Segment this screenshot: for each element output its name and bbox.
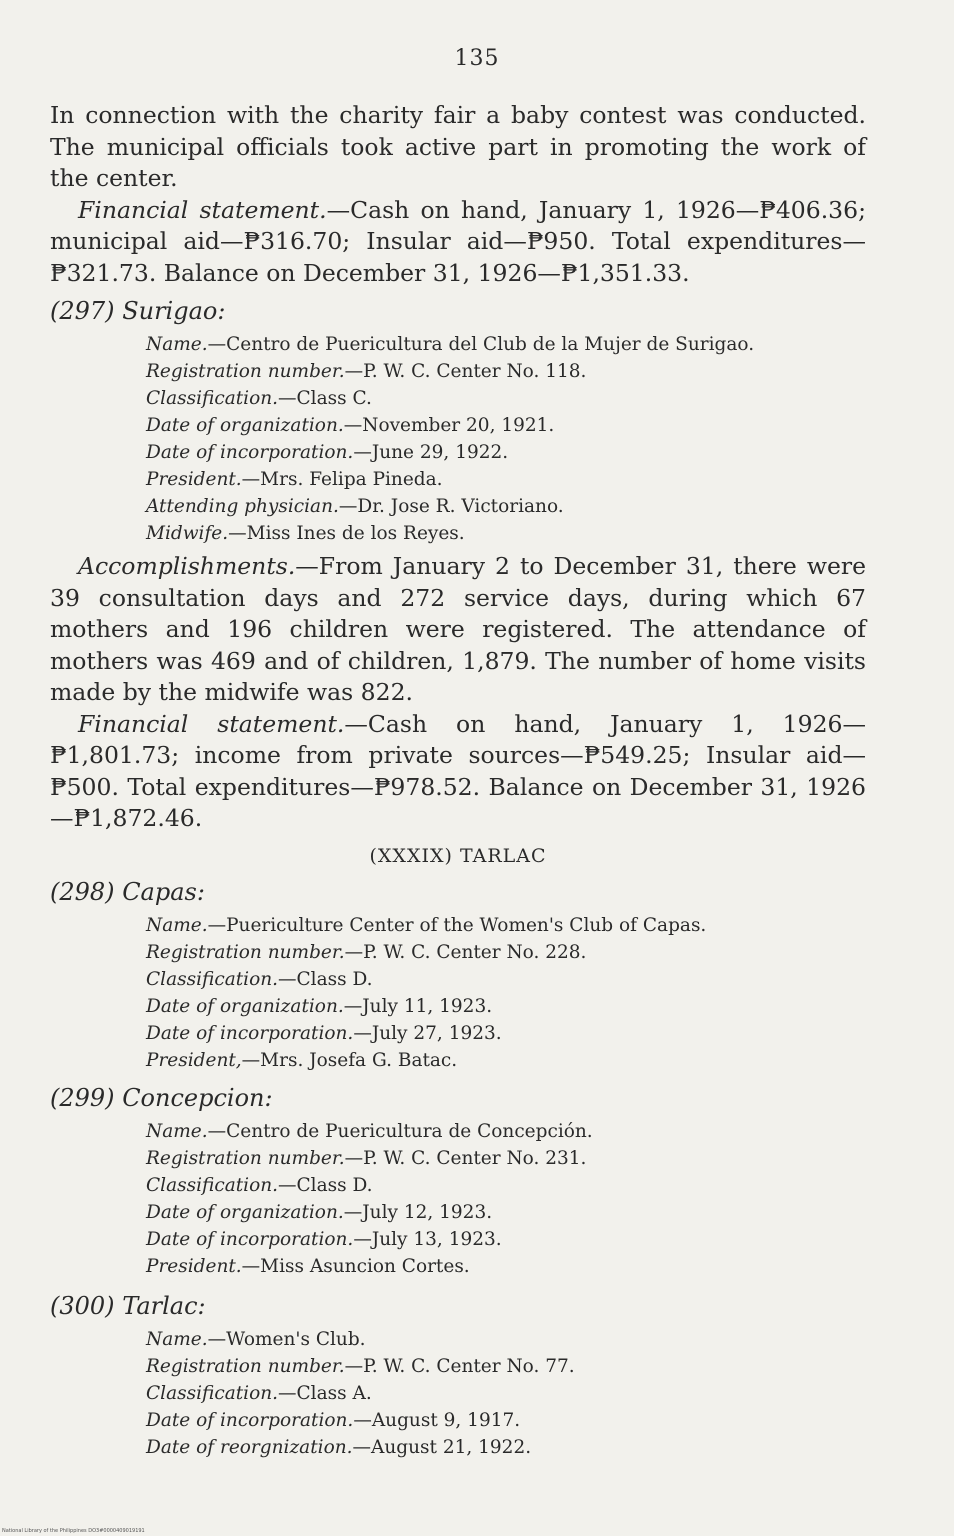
entry-number: (299): [50, 1084, 115, 1112]
entry-details-298: [146, 912, 866, 1074]
detail-row: [146, 1020, 866, 1047]
detail-row: [146, 1253, 866, 1280]
detail-row: [146, 1047, 866, 1074]
detail-row: [146, 1380, 866, 1407]
entry-place: Capas:: [122, 878, 205, 906]
entry-number: (300): [50, 1292, 115, 1320]
detail-label: Attending physician.: [146, 496, 339, 517]
detail-label: Date of incorporation.: [146, 442, 354, 463]
detail-value: —Class D.: [278, 969, 373, 990]
detail-row: [146, 1199, 866, 1226]
detail-label: Registration number.: [146, 1356, 345, 1377]
detail-label: President.: [146, 469, 242, 490]
detail-row: [146, 331, 866, 358]
detail-row: [146, 493, 866, 520]
detail-value: —P. W. C. Center No. 231.: [344, 1148, 587, 1169]
paragraph-text: —From January 2 to December 31, there were 39 consultation days and 272 service days, during which 67 mothers and 196 children were registered. The attendance of mothers was 469 and of children, 1,879. The number of home visits made by the midwife was 822.: [50, 552, 866, 706]
detail-label: Classification.: [146, 388, 279, 409]
financial-statement-paragraph: [50, 709, 866, 835]
detail-value: —Class D.: [278, 1175, 373, 1196]
paragraph-lead: Financial statement.: [78, 195, 327, 224]
accomplishments-paragraph: [50, 551, 866, 709]
entry-details-300: [146, 1326, 866, 1461]
detail-row: [146, 1172, 866, 1199]
detail-value: —July 27, 1923.: [353, 1023, 502, 1044]
detail-row: [146, 1434, 866, 1461]
detail-row: [146, 1407, 866, 1434]
detail-value: —Miss Asuncion Cortes.: [241, 1256, 470, 1277]
page-number: 135: [454, 46, 500, 71]
detail-value: —Centro de Puericultura de Concepción.: [207, 1121, 593, 1142]
intro-paragraph: In connection with the charity fair a baby contest was conducted. The municipal officials took active part in promoting the work of the center.: [50, 101, 866, 192]
entry-number: (298): [50, 878, 115, 906]
detail-row: [146, 385, 866, 412]
detail-value: —July 11, 1923.: [343, 996, 493, 1017]
detail-row: [146, 939, 866, 966]
financial-statement-prev: [50, 195, 866, 290]
detail-label: Date of organization.: [146, 1202, 344, 1223]
detail-value: —July 13, 1923.: [353, 1229, 502, 1250]
detail-row: [146, 439, 866, 466]
detail-value: —June 29, 1922.: [353, 442, 509, 463]
detail-label: Date of reorgnization.: [146, 1437, 353, 1458]
page-body: [50, 100, 866, 1461]
paragraph-lead: Financial statement.: [78, 709, 345, 738]
paragraph-text: —Cash on hand, January 1, 1926—₱1,801.73; income from private sources—₱549.25; Insular aid—₱500. Total expenditures—₱978.52. Balance on December 31, 1926—₱1,872.46.: [50, 709, 866, 832]
detail-value: —July 12, 1923.: [343, 1202, 493, 1223]
detail-label: President,: [146, 1050, 242, 1071]
detail-label: Date of incorporation.: [146, 1229, 354, 1250]
entry-heading-300: [50, 1290, 866, 1322]
detail-label: Name.: [146, 915, 208, 936]
detail-row: [146, 912, 866, 939]
detail-label: Registration number.: [146, 361, 345, 382]
detail-row: [146, 412, 866, 439]
detail-value: —Dr. Jose R. Victoriano.: [338, 496, 564, 517]
entry-heading-299: [50, 1082, 866, 1114]
detail-row: [146, 966, 866, 993]
detail-value: —P. W. C. Center No. 77.: [344, 1356, 575, 1377]
section-title: (XXXIX) TARLAC: [369, 844, 547, 867]
detail-label: Registration number.: [146, 1148, 345, 1169]
paragraph-text: —Cash on hand, January 1, 1926—₱406.36; municipal aid—₱316.70; Insular aid—₱950. Total expenditures—₱321.73. Balance on December 31, 1926—₱1,351.33.: [50, 195, 866, 287]
detail-label: Name.: [146, 1329, 208, 1350]
detail-value: —Women's Club.: [207, 1329, 366, 1350]
entry-heading-298: [50, 876, 866, 908]
entry-place: Concepcion:: [122, 1084, 273, 1112]
detail-label: Registration number.: [146, 942, 345, 963]
detail-value: —Puericulture Center of the Women's Club of Capas.: [207, 915, 707, 936]
footer-credit: National Library of the Philippines DO3#0000409019191: [2, 1528, 145, 1534]
detail-value: —Class C.: [278, 388, 372, 409]
detail-label: Classification.: [146, 1175, 279, 1196]
detail-value: —Miss Ines de los Reyes.: [228, 523, 465, 544]
detail-row: [146, 358, 866, 385]
detail-row: [146, 1145, 866, 1172]
detail-row: [146, 1353, 866, 1380]
detail-value: —Mrs. Felipa Pineda.: [241, 469, 443, 490]
detail-value: —November 20, 1921.: [343, 415, 555, 436]
detail-row: [146, 1118, 866, 1145]
entry-place: Tarlac:: [122, 1292, 206, 1320]
paragraph-lead: Accomplishments.: [78, 552, 296, 580]
detail-row: [146, 1326, 866, 1353]
detail-value: —Mrs. Josefa G. Batac.: [241, 1050, 458, 1071]
entry-number: (297): [50, 297, 115, 325]
detail-label: President.: [146, 1256, 242, 1277]
entry-details-297: [146, 331, 866, 547]
detail-row: [146, 1226, 866, 1253]
entry-heading-297: [50, 295, 866, 327]
detail-label: Date of organization.: [146, 996, 344, 1017]
detail-label: Classification.: [146, 1383, 279, 1404]
detail-label: Date of incorporation.: [146, 1410, 354, 1431]
detail-value: —P. W. C. Center No. 228.: [344, 942, 587, 963]
detail-row: [146, 993, 866, 1020]
detail-value: —August 9, 1917.: [353, 1410, 521, 1431]
detail-value: —August 21, 1922.: [352, 1437, 532, 1458]
detail-label: Midwife.: [146, 523, 229, 544]
detail-label: Name.: [146, 1121, 208, 1142]
entry-details-299: [146, 1118, 866, 1280]
detail-value: —Centro de Puericultura del Club de la Mujer de Surigao.: [207, 334, 755, 355]
detail-label: Classification.: [146, 969, 279, 990]
detail-label: Date of incorporation.: [146, 1023, 354, 1044]
detail-row: [146, 466, 866, 493]
detail-value: —Class A.: [278, 1383, 372, 1404]
detail-label: Date of organization.: [146, 415, 344, 436]
entry-place: Surigao:: [122, 297, 226, 325]
detail-row: [146, 520, 866, 547]
detail-value: —P. W. C. Center No. 118.: [344, 361, 587, 382]
detail-label: Name.: [146, 334, 208, 355]
